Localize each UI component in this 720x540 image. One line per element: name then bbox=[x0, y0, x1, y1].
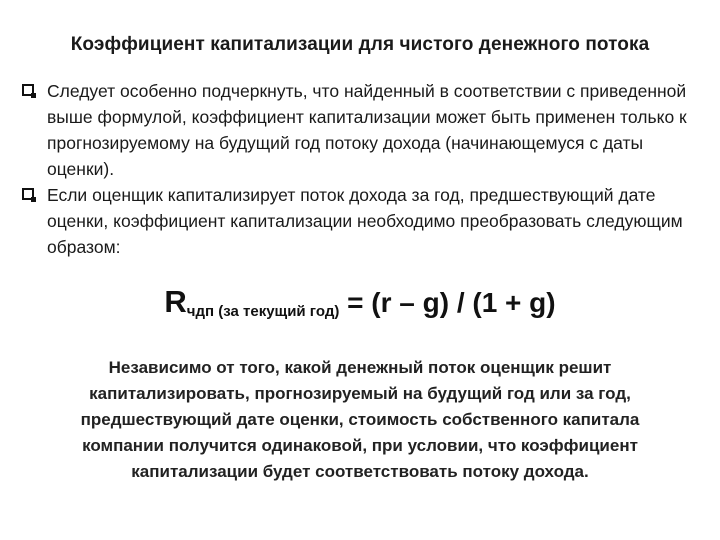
bullet-item bbox=[22, 78, 702, 182]
formula-subscript: чдп (за текущий год) bbox=[186, 303, 340, 320]
formula-expression: = (r – g) / (1 + g) bbox=[339, 287, 556, 318]
conclusion-text: Независимо от того, какой денежный поток оценщик решит капитализировать, прогнозируемый на будущий год или за год, предшествующий дате оценки, стоимость собственного капитала компании получится одинаковой, при условии, что коэффициент капитализации будет соответствовать потоку дохода. bbox=[80, 358, 640, 481]
bullet-text: Следует особенно подчеркнуть, что найденный в соответствии с приведенной выше формулой, коэффициент капитализации может быть применен только к прогнозируемому на будущий год потоку дохода (начинающемуся с даты оценки). bbox=[47, 81, 687, 179]
checkbox-bullet-icon bbox=[22, 84, 34, 96]
bullet-text: Если оценщик капитализирует поток дохода за год, предшествующий дате оценки, коэффициент капитализации необходимо преобразовать следующим образом: bbox=[47, 185, 683, 257]
formula-symbol: R bbox=[164, 284, 187, 319]
bullet-item bbox=[22, 182, 702, 260]
slide-title: Коэффициент капитализации для чистого денежного потока bbox=[70, 34, 650, 55]
formula bbox=[0, 284, 720, 320]
bullet-list bbox=[22, 78, 702, 260]
checkbox-bullet-icon bbox=[22, 188, 34, 200]
